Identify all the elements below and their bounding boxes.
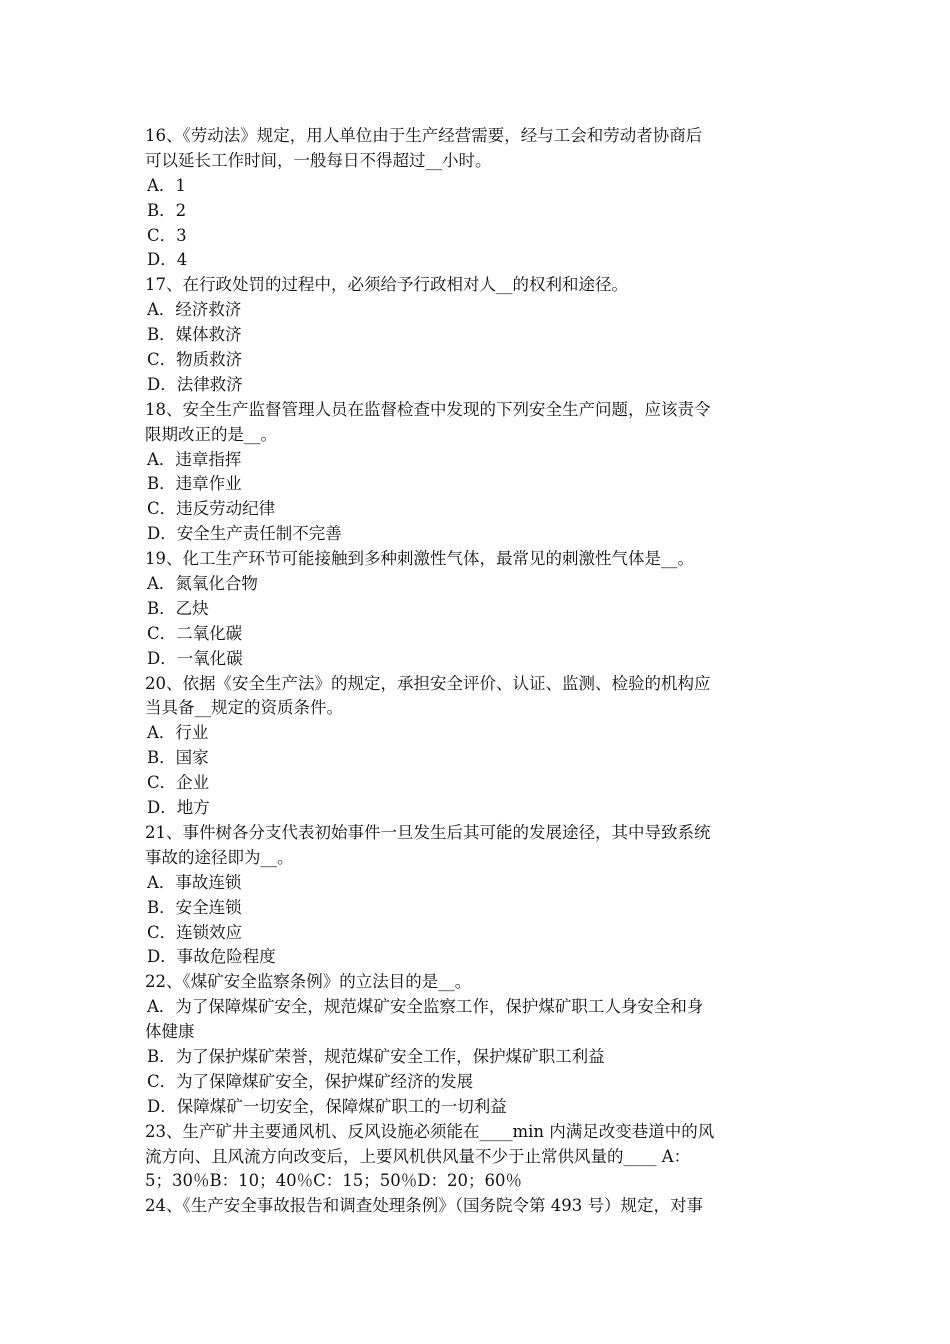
option-a: A．经济救济 <box>147 300 242 320</box>
question-18-line-2: 限期改正的是__。 <box>145 424 277 444</box>
question-22: 22、《煤矿安全监察条例》的立法目的是__。 <box>145 972 472 992</box>
question-21-line-2: 事故的途径即为__。 <box>145 847 294 867</box>
option-a: A．违章指挥 <box>147 449 242 469</box>
option-a: A．氮氧化合物 <box>147 574 258 594</box>
question-20-line-2: 当具备__规定的资质条件。 <box>145 698 343 718</box>
option-d: D．一氧化碳 <box>147 648 243 668</box>
option-b: B．安全连锁 <box>147 897 242 917</box>
question-23-line-3: 5；30％B：10；40％C：15；50％D：20；60％ <box>145 1171 522 1191</box>
option-a-line-2: 体健康 <box>145 1022 195 1042</box>
option-a: A．事故连锁 <box>147 872 242 892</box>
question-16-line-2: 可以延长工作时间，一般每日不得超过__小时。 <box>145 150 492 170</box>
question-20-line-1: 20、依据《安全生产法》的规定，承担安全评价、认证、监测、检验的机构应 <box>145 673 711 693</box>
option-d: D．事故危险程度 <box>147 947 276 967</box>
question-18-line-1: 18、安全生产监督管理人员在监督检查中发现的下列安全生产问题，应该责令 <box>145 399 711 419</box>
option-d: D．法律救济 <box>147 374 243 394</box>
question-23-line-1: 23、生产矿井主要通风机、反风设施必须能在____min 内满足改变巷道中的风 <box>145 1121 715 1141</box>
option-b: B．违章作业 <box>147 474 242 494</box>
option-c: C．为了保障煤矿安全，保护煤矿经济的发展 <box>147 1071 474 1091</box>
option-b: B．乙炔 <box>147 598 209 618</box>
option-d: D．安全生产责任制不完善 <box>147 524 342 544</box>
option-a-line-1: A．为了保障煤矿安全，规范煤矿安全监察工作，保护煤矿职工人身安全和身 <box>147 997 704 1017</box>
option-b: B．为了保护煤矿荣誉，规范煤矿安全工作，保护煤矿职工利益 <box>147 1046 605 1066</box>
question-16-line-1: 16、《劳动法》规定，用人单位由于生产经营需要，经与工会和劳动者协商后 <box>145 126 703 145</box>
question-21-line-1: 21、事件树各分支代表初始事件一旦发生后其可能的发展途径，其中导致系统 <box>145 822 711 842</box>
question-23-line-2: 流方向、且风流方向改变后，上要风机供风量不少于止常供风量的____ A： <box>145 1146 691 1166</box>
question-24-line-1: 24、《生产安全事故报告和调查处理条例》（国务院令第 493 号）规定，对事 <box>145 1196 703 1216</box>
option-c: C．企业 <box>147 773 210 793</box>
option-d: D．保障煤矿一切安全，保障煤矿职工的一切利益 <box>147 1096 507 1116</box>
option-d: D．4 <box>147 250 188 270</box>
option-a: A．行业 <box>147 723 209 743</box>
option-d: D．地方 <box>147 798 210 818</box>
option-a: A．1 <box>147 175 186 195</box>
question-17: 17、在行政处罚的过程中，必须给予行政相对人__的权利和途径。 <box>145 275 628 295</box>
option-c: C．连锁效应 <box>147 922 243 942</box>
option-b: B．国家 <box>147 748 209 768</box>
option-c: C．违反劳动纪律 <box>147 499 276 519</box>
option-c: C．二氧化碳 <box>147 623 243 643</box>
option-b: B．2 <box>147 200 187 220</box>
question-19: 19、化工生产环节可能接触到多种刺激性气体，最常见的刺激性气体是__。 <box>145 549 694 569</box>
option-b: B．媒体救济 <box>147 325 242 345</box>
option-c: C．物质救济 <box>147 350 243 370</box>
document-page <box>145 124 815 1219</box>
option-c: C．3 <box>147 225 187 245</box>
